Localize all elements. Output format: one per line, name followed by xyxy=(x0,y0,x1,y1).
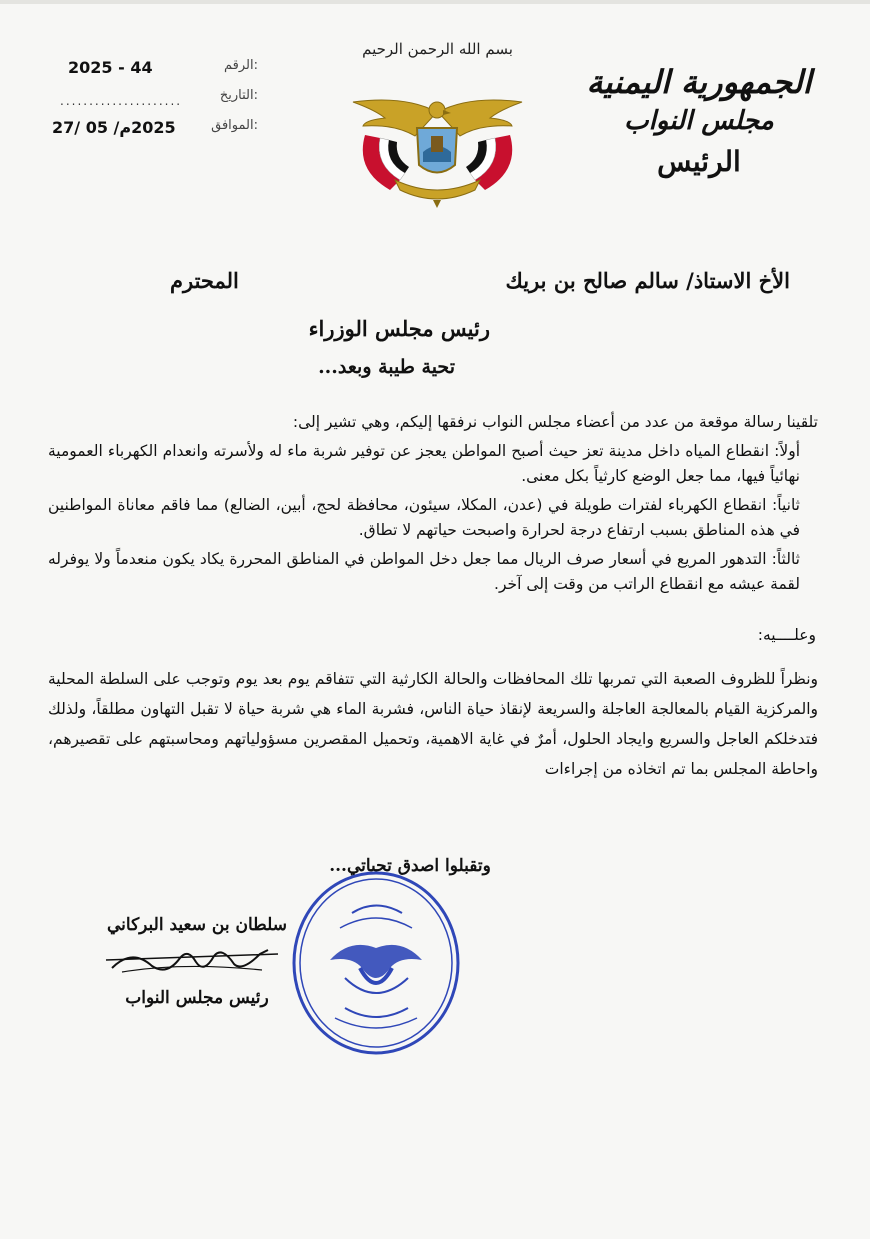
corresponding-label: الموافق: xyxy=(211,118,258,133)
republic-emblem xyxy=(345,40,530,210)
addressee-name: الأخ الاستاذ/ سالم صالح بن بريك xyxy=(505,268,790,293)
body-closing: ونظراً للظروف الصعبة التي تمربها تلك المحافظات والحالة الكارثية التي تتفاقم يوم بعد يوم وتوجب على السلطة المحلية والمركزية القيام بالمعالجة العاجلة والسريعة لإنقاذ حياة الناس، فشربة الماء هي شربة حياة لا تقبل التهاون مطلقاً، ولذلك فتدخلكم العاجل والسريع وايجاد الحلول، أمرٌ في غاية الاهمية، وتحميل المقصرين مسؤولياتهم ومحاسبتهم على تقصيرهم، واحاطة المجلس بما تم اتخاذه من إجراءات xyxy=(48,670,818,778)
signature-block xyxy=(92,910,302,1012)
body-point-3: ثالثاً: التدهور المريع في أسعار صرف الريال مما جعل دخل المواطن في المناطق المحررة يكاد يكون منعدماً ولا يوفرله لقمة عيشه مع انقطاع الراتب من وقت إلى آخر. xyxy=(48,550,800,593)
addressee-honorific: المحترم xyxy=(170,268,239,293)
header-president: الرئيس xyxy=(657,145,741,178)
number-label: الرقم: xyxy=(223,58,258,73)
institution-header xyxy=(574,62,824,184)
body-therefore: وعلــــيه: xyxy=(757,626,816,644)
date-label: التاريخ: xyxy=(219,88,258,103)
letter-body xyxy=(48,410,818,784)
corresponding-row xyxy=(40,118,270,148)
body-point-1: أولاً: انقطاع المياه داخل مدينة تعز حيث أصبح المواطن يعجز عن توفير شربة ماء له ولأسرته وانعدام الكهرباء العمومية نهائياً فيها، مما جعل الوضع كارثياً بكل معنى. xyxy=(48,442,800,485)
signatory-name: سلطان بن سعيد البركاني xyxy=(107,915,287,935)
date-value: ..................... xyxy=(60,94,183,108)
official-stamp-icon xyxy=(290,868,462,1058)
number-row xyxy=(40,58,270,88)
addressee-title: رئيس مجلس الوزراء xyxy=(308,316,490,341)
handwritten-signature-icon xyxy=(92,940,302,980)
header-parliament: مجلس النواب xyxy=(624,106,774,136)
top-edge xyxy=(0,0,870,4)
sign-off: وتقبلوا اصدق تحياتي... xyxy=(329,856,491,876)
header-republic: الجمهورية اليمنية xyxy=(586,63,812,101)
greeting: تحية طيبة وبعد... xyxy=(318,356,455,378)
body-intro: تلقينا رسالة موقعة من عدد من أعضاء مجلس النواب نرفقها إليكم، وهي تشير إلى: xyxy=(292,413,818,431)
signatory-role: رئيس مجلس النواب xyxy=(125,988,269,1008)
body-point-2: ثانياً: انقطاع الكهرباء لفترات طويلة في (عدن، المكلا، سيئون، محافظة لحج، أبين، الضالع) مما فاقم معاناة المواطنين في هذه المناطق بسبب ارتفاع درجة لحرارة واصبحت حياتهم لا تطاق. xyxy=(48,496,800,539)
basmala: بسم الله الرحمن الرحيم xyxy=(362,40,513,58)
eagle-emblem-icon xyxy=(345,40,530,210)
number-value: 2025 - 44 xyxy=(68,58,153,77)
addressee-block xyxy=(40,262,830,392)
date-row xyxy=(40,88,270,118)
reference-block xyxy=(40,58,270,148)
corresponding-value: 2025م/ 05 /27 xyxy=(52,118,176,137)
